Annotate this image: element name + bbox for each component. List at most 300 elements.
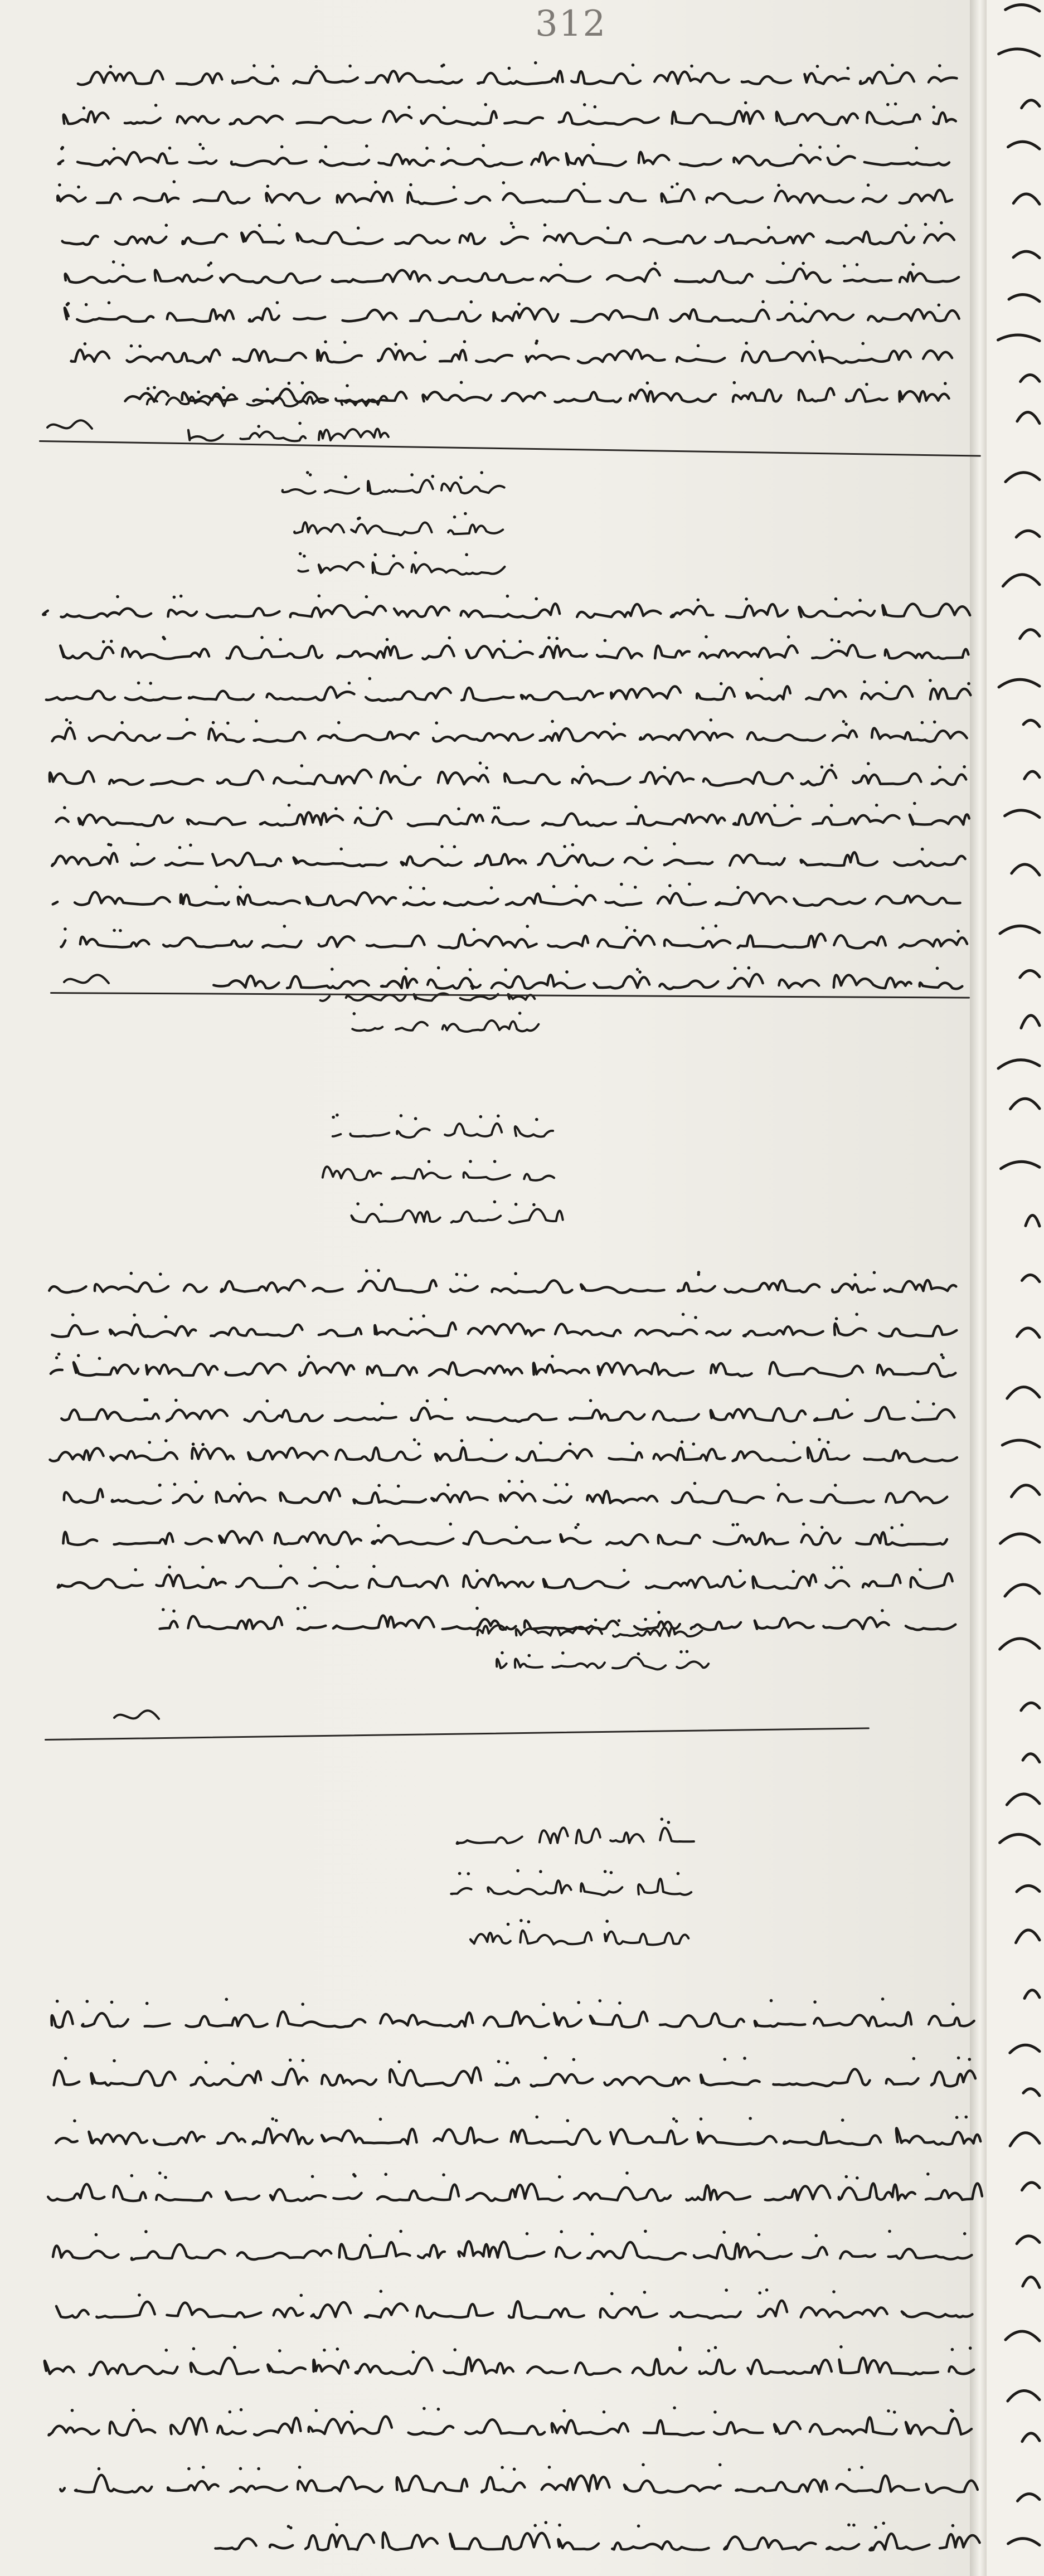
handwriting-word [231, 158, 307, 166]
adjacent-page-stroke [1021, 1703, 1040, 1710]
handwriting-dot [534, 61, 537, 65]
handwriting-dot [484, 103, 487, 106]
handwriting-word [383, 2533, 438, 2550]
handwriting-word [309, 2417, 392, 2434]
handwriting-word [90, 2362, 178, 2375]
handwriting-word [733, 390, 781, 402]
handwriting-dot [950, 2409, 953, 2412]
handwriting-word [865, 1450, 957, 1461]
handwriting-dot [820, 765, 824, 769]
handwriting-dot [834, 597, 838, 601]
handwriting-word [407, 192, 456, 204]
handwriting-word [866, 1407, 905, 1421]
handwriting-dot [760, 677, 763, 681]
handwriting-word [729, 974, 763, 988]
handwriting-dot [965, 2116, 968, 2119]
handwriting-word [934, 113, 956, 124]
handwriting-word [52, 2011, 73, 2027]
handwriting-dot [951, 2348, 954, 2351]
adjacent-page-stroke [1016, 531, 1040, 537]
handwriting-word [779, 980, 819, 988]
handwriting-dot [109, 843, 113, 847]
handwriting-word [43, 611, 47, 615]
adjacent-page-stroke [1006, 5, 1040, 11]
handwriting-word [541, 275, 591, 281]
handwriting-word [624, 2481, 721, 2492]
handwriting-word [639, 152, 669, 164]
handwriting-word [186, 1539, 212, 1544]
handwriting-dot [463, 340, 467, 343]
handwriting-word [635, 1330, 697, 1336]
handwriting-word [531, 153, 558, 165]
handwriting-word [587, 1491, 658, 1503]
handwriting-dot [231, 2062, 235, 2065]
handwriting-dot [479, 761, 482, 765]
handwriting-word [577, 604, 661, 618]
adjacent-page-stroke [1005, 1585, 1040, 1596]
handwriting-dot [239, 886, 242, 889]
handwriting-dot [384, 2173, 387, 2176]
handwriting-word [662, 189, 695, 202]
handwriting-word [234, 349, 306, 362]
handwriting-word [802, 770, 837, 785]
handwriting-dot [324, 145, 328, 149]
handwriting-word [375, 1323, 455, 1336]
handwriting-dot [215, 885, 218, 888]
handwriting-word [814, 1409, 852, 1421]
adjacent-page-stroke [1008, 142, 1040, 149]
handwriting-dot [174, 1399, 178, 1402]
handwriting-dot [853, 1273, 857, 1276]
handwriting-word [132, 2244, 225, 2260]
handwriting-dot [804, 303, 808, 306]
handwriting-word [274, 770, 371, 784]
adjacent-page-stroke [1023, 2089, 1040, 2096]
handwriting-word [411, 1408, 452, 1421]
handwriting-dot [692, 1442, 696, 1446]
handwriting-dot [344, 475, 347, 479]
handwriting-word [886, 1492, 947, 1503]
handwriting-word [828, 157, 855, 165]
handwriting-dot [840, 1566, 843, 1569]
handwriting-word [78, 71, 163, 85]
handwriting-dot [158, 1484, 162, 1487]
handwriting-dot [911, 263, 915, 266]
handwriting-dot [773, 804, 776, 807]
handwriting-dot [300, 2294, 303, 2297]
handwriting-word [319, 562, 363, 573]
handwriting-word [439, 273, 533, 283]
handwriting-word [418, 2245, 445, 2258]
handwriting-dot [562, 2409, 566, 2413]
handwriting-word [53, 902, 57, 904]
handwriting-word [678, 1283, 715, 1291]
handwriting-word [805, 74, 849, 84]
handwriting-dot [279, 638, 282, 641]
handwriting-dot [137, 682, 140, 685]
handwriting-dot [799, 144, 803, 147]
handwriting-word [392, 1169, 450, 1179]
handwriting-dot [813, 2000, 817, 2004]
handwriting-dot [577, 2001, 580, 2004]
handwriting-dot [61, 146, 65, 149]
handwriting-word [290, 605, 386, 618]
handwriting-word [350, 1133, 389, 1136]
handwriting-dot [693, 1482, 697, 1485]
handwriting-dot [394, 343, 397, 346]
handwriting-word [423, 646, 454, 659]
handwriting-dot [334, 807, 338, 810]
handwriting-dot [464, 1274, 467, 1277]
handwriting-word [578, 350, 665, 363]
handwriting-word [803, 2247, 827, 2258]
handwriting-word [155, 270, 212, 281]
handwriting-word [278, 2011, 365, 2027]
handwriting-word [241, 232, 283, 244]
handwriting-word [177, 116, 219, 123]
handwriting-dot [867, 762, 870, 765]
handwriting-dot [625, 2171, 629, 2175]
handwriting-word [122, 648, 209, 659]
handwriting-word [294, 317, 325, 319]
handwriting-dot [921, 848, 924, 851]
handwriting-word [168, 610, 197, 616]
handwriting-dot [343, 341, 347, 344]
handwriting-dot [618, 1619, 621, 1622]
handwriting-word [245, 1410, 323, 1421]
handwriting-word [220, 274, 320, 283]
handwriting-word [555, 1324, 620, 1336]
handwriting-word [700, 2360, 735, 2374]
handwriting-word [353, 1493, 425, 1504]
handwriting-word [217, 2133, 245, 2144]
handwriting-word [339, 2242, 410, 2259]
handwriting-word [266, 193, 319, 203]
handwriting-word [926, 2184, 982, 2200]
handwriting-word [846, 390, 887, 402]
handwriting-dot [832, 1566, 836, 1569]
handwriting-dot [834, 1484, 837, 1487]
handwriting-word [600, 2307, 657, 2317]
handwriting-word [540, 1827, 568, 1843]
handwriting-word [313, 1288, 343, 1291]
entry-2-end-flourish [61, 970, 111, 992]
handwriting-word [900, 391, 949, 402]
handwriting-word [467, 2184, 562, 2200]
handwriting-dot [357, 226, 360, 230]
handwriting-dot [289, 2526, 293, 2530]
witness-block-1-handwriting [268, 468, 513, 585]
handwriting-word [468, 1324, 544, 1336]
handwriting-word [611, 687, 681, 699]
handwriting-dot [409, 183, 412, 187]
handwriting-word [167, 1410, 227, 1421]
handwriting-word [45, 2361, 74, 2374]
handwriting-word [910, 814, 969, 824]
handwriting-dot [299, 552, 302, 556]
handwriting-dot [137, 843, 140, 846]
entry-1-text [50, 59, 964, 415]
handwriting-word [212, 853, 281, 866]
handwriting-dot [765, 2288, 769, 2292]
handwriting-dot [410, 1318, 413, 1321]
handwriting-word [826, 1581, 849, 1588]
handwriting-word [177, 74, 222, 85]
handwriting-word [475, 854, 526, 866]
handwriting-word [322, 2075, 376, 2086]
handwriting-dot [837, 144, 840, 148]
handwriting-dot [843, 265, 846, 268]
handwriting-dot [673, 842, 676, 845]
handwriting-dot [493, 1200, 497, 1204]
handwriting-dot [560, 2230, 563, 2233]
adjacent-page-stroke [999, 679, 1040, 687]
handwriting-dot [558, 2524, 561, 2527]
handwriting-dot [848, 2468, 851, 2471]
handwriting-dot [526, 2232, 529, 2235]
adjacent-page-stroke [998, 335, 1040, 341]
handwriting-word [275, 1532, 361, 1545]
entry-3-signature-mark [468, 1616, 713, 1678]
handwriting-dot [373, 553, 377, 557]
handwriting-word [110, 1324, 196, 1336]
adjacent-page-stroke [1005, 810, 1040, 818]
handwriting-dot [226, 722, 230, 725]
handwriting-dot [376, 807, 379, 810]
handwriting-dot [339, 848, 343, 851]
handwriting-word [217, 2426, 245, 2434]
handwriting-word [540, 728, 625, 741]
handwriting-word [461, 604, 560, 618]
handwriting-dot [186, 718, 189, 721]
handwriting-dot [697, 1273, 700, 1276]
handwriting-dot [856, 2176, 859, 2180]
handwriting-dot [571, 843, 575, 847]
handwriting-word [58, 1579, 143, 1588]
handwriting-dot [73, 2120, 76, 2123]
handwriting-word [230, 2486, 287, 2491]
handwriting-dot [510, 222, 513, 225]
handwriting-word [575, 2363, 620, 2375]
handwriting-dot [548, 2466, 551, 2469]
handwriting-dot [678, 2346, 682, 2350]
handwriting-word [734, 813, 800, 825]
handwriting-dot [298, 2466, 302, 2469]
handwriting-word [609, 1452, 642, 1460]
handwriting-dot [266, 388, 269, 391]
handwriting-dot [479, 1115, 483, 1119]
handwriting-word [658, 893, 706, 905]
handwriting-word [232, 77, 278, 84]
handwriting-dot [513, 2468, 516, 2471]
handwriting-word [82, 2013, 128, 2026]
entry-3-handwriting [42, 1265, 962, 1644]
handwriting-dot [64, 2057, 67, 2060]
handwriting-word [267, 687, 355, 701]
handwriting-word [812, 645, 875, 658]
handwriting-dot [618, 2001, 621, 2005]
handwriting-dot [132, 2409, 135, 2412]
handwriting-word [886, 2078, 919, 2084]
handwriting-dot [832, 2290, 836, 2293]
handwriting-word [598, 936, 654, 947]
handwriting-word [820, 351, 911, 363]
handwriting-word [89, 732, 160, 741]
handwriting-dot [315, 2409, 318, 2412]
handwriting-dot [168, 147, 172, 150]
handwriting-word [320, 160, 369, 166]
handwriting-word [698, 2132, 776, 2145]
handwriting-dot [301, 2003, 304, 2006]
handwriting-word [216, 1492, 265, 1503]
handwriting-dot [873, 1271, 876, 1275]
folio-number: 312 [535, 3, 607, 45]
handwriting-word [439, 934, 536, 948]
handwriting-dot [837, 640, 841, 644]
handwriting-dot [77, 1354, 80, 1357]
handwriting-word [885, 649, 969, 659]
handwriting-word [839, 2184, 915, 2200]
adjacent-page-stroke [1026, 1215, 1040, 1226]
handwriting-word [515, 1659, 542, 1668]
handwriting-word [524, 1174, 554, 1180]
handwriting-word [378, 349, 425, 361]
handwriting-word [640, 730, 732, 741]
handwriting-dot [581, 765, 585, 769]
handwriting-dot [634, 805, 638, 809]
handwriting-dot [443, 106, 446, 109]
handwriting-dot [276, 301, 279, 304]
handwriting-word [659, 981, 718, 989]
handwriting-dot [144, 2230, 148, 2233]
handwriting-dot [561, 1651, 565, 1655]
handwriting-dot [572, 2058, 576, 2062]
handwriting-dot [636, 968, 639, 971]
handwriting-dot [566, 2119, 570, 2122]
handwriting-word [230, 116, 282, 124]
handwriting-word [188, 430, 223, 441]
handwriting-word [594, 976, 650, 988]
handwriting-word [54, 2070, 80, 2085]
handwriting-dot [941, 1356, 945, 1359]
handwriting-dot [555, 637, 559, 640]
handwriting-dot [831, 638, 834, 641]
handwriting-dot [147, 387, 150, 390]
handwriting-dot [968, 2058, 972, 2061]
handwriting-word [173, 1494, 202, 1503]
handwriting-word [293, 71, 357, 83]
handwriting-dot [504, 968, 507, 971]
handwriting-word [644, 235, 705, 244]
handwriting-word [597, 648, 642, 658]
handwriting-word [191, 2071, 261, 2086]
entry-3-text [42, 1265, 962, 1644]
handwriting-dot [912, 2057, 916, 2060]
handwriting-word [517, 1450, 592, 1461]
handwriting-word [581, 1883, 622, 1895]
handwriting-word [445, 1124, 502, 1136]
handwriting-word [823, 1617, 888, 1629]
handwriting-word [732, 1451, 800, 1461]
entry-3-end-flourish [111, 1705, 162, 1728]
handwriting-word [671, 309, 769, 322]
handwriting-word [410, 311, 480, 322]
handwriting-dot [900, 1523, 904, 1527]
handwriting-dot [63, 806, 66, 809]
handwriting-dot [469, 1160, 472, 1163]
handwriting-dot [386, 638, 389, 641]
handwriting-dot [108, 301, 111, 304]
handwriting-dot [767, 226, 770, 229]
handwriting-dot [153, 386, 156, 390]
handwriting-word [543, 1579, 629, 1588]
adjacent-page-stroke [1017, 1328, 1040, 1338]
handwriting-dot [722, 2230, 726, 2234]
handwriting-word [181, 895, 229, 906]
handwriting-dot [446, 1483, 450, 1486]
handwriting-word [50, 1448, 104, 1461]
handwriting-word [834, 975, 911, 988]
handwriting-word [57, 196, 85, 202]
handwriting-dot [303, 555, 306, 558]
handwriting-dot [279, 1564, 283, 1568]
handwriting-word [227, 646, 322, 659]
handwriting-dot [77, 186, 80, 189]
handwriting-word [434, 2128, 498, 2144]
handwriting-word [482, 2477, 525, 2492]
witness-block-2 [312, 1109, 569, 1237]
handwriting-dot [512, 226, 515, 229]
handwriting-word [711, 1363, 751, 1376]
handwriting-word [664, 860, 712, 865]
witness-block-3-handwriting [440, 1811, 702, 1962]
handwriting-dot [846, 1398, 849, 1402]
handwriting-dot [158, 2171, 162, 2175]
handwriting-dot [839, 2345, 843, 2349]
handwriting-word [493, 816, 529, 824]
handwriting-dot [929, 679, 932, 682]
handwriting-word [397, 2476, 467, 2491]
handwriting-dot [138, 2293, 141, 2297]
handwriting-dot [149, 682, 152, 685]
handwriting-word [686, 2185, 750, 2200]
handwriting-dot [195, 1480, 198, 1484]
handwriting-word [810, 2417, 897, 2434]
adjacent-page-stroke [1011, 1485, 1040, 1497]
handwriting-dot [951, 2524, 955, 2528]
handwriting-word [654, 72, 729, 84]
handwriting-dot [519, 1919, 523, 1922]
handwriting-word [888, 2249, 972, 2259]
handwriting-dot [532, 1203, 536, 1207]
handwriting-dot [886, 103, 890, 106]
handwriting-word [356, 2358, 433, 2374]
handwriting-dot [865, 383, 868, 386]
handwriting-word [372, 1535, 453, 1544]
handwriting-dot [475, 1569, 479, 1573]
handwriting-word [660, 2014, 744, 2027]
handwriting-word [610, 1833, 643, 1843]
handwriting-word [555, 392, 620, 402]
handwriting-word [503, 190, 600, 203]
handwriting-word [902, 2311, 973, 2317]
handwriting-word [383, 111, 412, 121]
handwriting-word [79, 815, 173, 826]
handwriting-word [658, 1535, 700, 1544]
handwriting-dot [508, 1480, 511, 1483]
handwriting-dot [257, 2467, 260, 2471]
handwriting-word [930, 688, 970, 699]
